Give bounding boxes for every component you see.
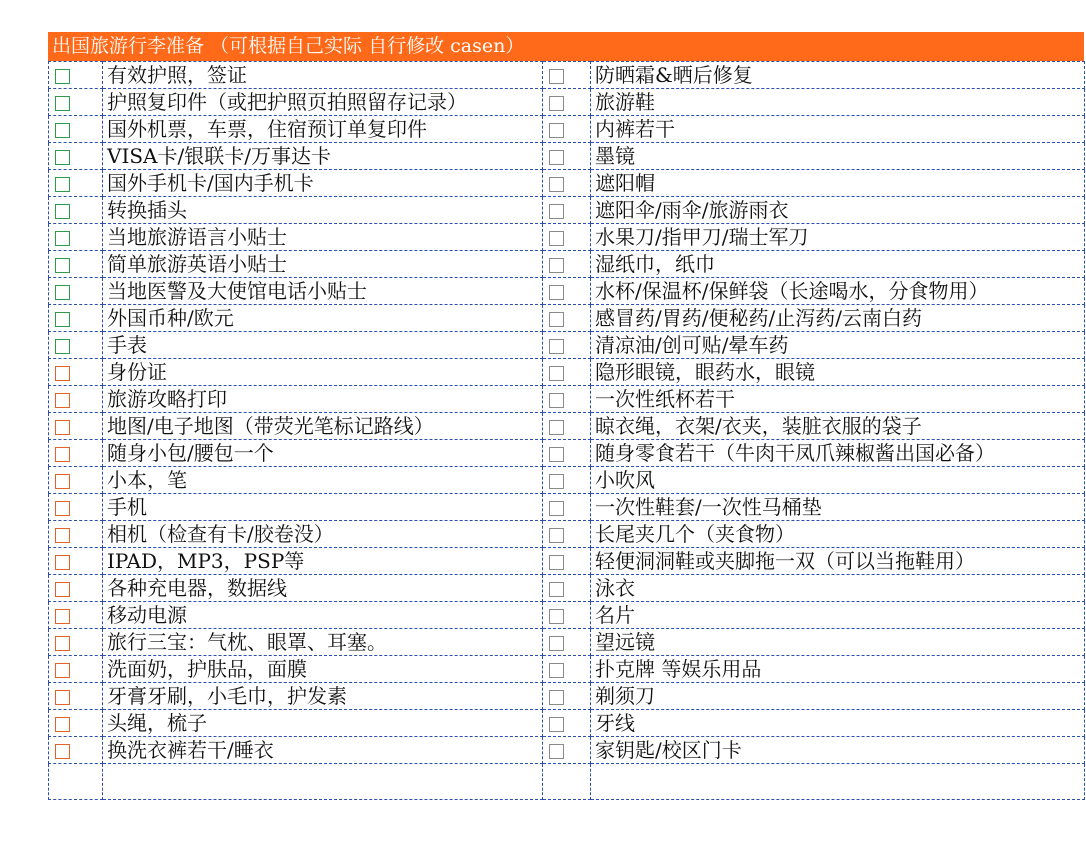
checkbox-left[interactable] [55, 555, 70, 570]
checkbox-right[interactable] [549, 150, 564, 165]
item-label-left: 随身小包/腰包一个 [103, 440, 543, 467]
checkbox-cell-left [49, 305, 103, 332]
checkbox-cell-left [49, 602, 103, 629]
checklist-row [49, 116, 1085, 143]
item-label-right: 随身零食若干（牛肉干凤爪辣椒酱出国必备） [591, 440, 1085, 467]
checkbox-left[interactable] [55, 501, 70, 516]
checkbox-cell-left [49, 656, 103, 683]
item-label-right: 牙线 [591, 710, 1085, 737]
checkbox-right[interactable] [549, 177, 564, 192]
checkbox-right[interactable] [549, 663, 564, 678]
item-label-left: 国外手机卡/国内手机卡 [103, 170, 543, 197]
checkbox-cell-right [543, 332, 591, 359]
checkbox-cell-left [49, 278, 103, 305]
item-label-left: 国外机票，车票，住宿预订单复印件 [103, 116, 543, 143]
checkbox-cell-left [49, 224, 103, 251]
item-label-left: VISA卡/银联卡/万事达卡 [103, 143, 543, 170]
checkbox-left[interactable] [55, 366, 70, 381]
checkbox-right[interactable] [549, 339, 564, 354]
checkbox-cell-left [49, 386, 103, 413]
checkbox-cell-left [49, 332, 103, 359]
empty-cell[interactable] [543, 764, 591, 800]
checklist-sheet [48, 32, 1084, 800]
checkbox-left[interactable] [55, 285, 70, 300]
item-label-right: 小吹风 [591, 467, 1085, 494]
checkbox-right[interactable] [549, 393, 564, 408]
empty-cell[interactable] [49, 764, 103, 800]
checkbox-left[interactable] [55, 474, 70, 489]
checkbox-cell-right [543, 251, 591, 278]
item-label-right: 晾衣绳，衣架/衣夹，装脏衣服的袋子 [591, 413, 1085, 440]
checklist-row [49, 251, 1085, 278]
checkbox-cell-right [543, 683, 591, 710]
checkbox-right[interactable] [549, 555, 564, 570]
checkbox-cell-right [543, 737, 591, 764]
item-label-left: 头绳，梳子 [103, 710, 543, 737]
item-label-left: 旅行三宝：气枕、眼罩、耳塞。 [103, 629, 543, 656]
checklist-row [49, 413, 1085, 440]
checkbox-cell-left [49, 710, 103, 737]
checkbox-cell-right [543, 440, 591, 467]
checkbox-cell-right [543, 548, 591, 575]
checklist-table [48, 61, 1085, 800]
checklist-row [49, 602, 1085, 629]
checkbox-left[interactable] [55, 609, 70, 624]
checkbox-right[interactable] [549, 609, 564, 624]
checkbox-right[interactable] [549, 690, 564, 705]
checkbox-left[interactable] [55, 339, 70, 354]
checkbox-right[interactable] [549, 420, 564, 435]
item-label-left: 手表 [103, 332, 543, 359]
checkbox-left[interactable] [55, 744, 70, 759]
item-label-right: 旅游鞋 [591, 89, 1085, 116]
checkbox-cell-left [49, 494, 103, 521]
checkbox-cell-left [49, 548, 103, 575]
checkbox-right[interactable] [549, 123, 564, 138]
checklist-row [49, 170, 1085, 197]
checkbox-cell-left [49, 116, 103, 143]
checkbox-right[interactable] [549, 258, 564, 273]
checkbox-cell-right [543, 359, 591, 386]
checkbox-right[interactable] [549, 717, 564, 732]
checkbox-cell-left [49, 521, 103, 548]
checkbox-left[interactable] [55, 393, 70, 408]
checklist-row [49, 224, 1085, 251]
checklist-row [49, 305, 1085, 332]
item-label-right: 隐形眼镜，眼药水，眼镜 [591, 359, 1085, 386]
checkbox-cell-right [543, 197, 591, 224]
checklist-row [49, 629, 1085, 656]
item-label-right: 一次性纸杯若干 [591, 386, 1085, 413]
checkbox-right[interactable] [549, 474, 564, 489]
item-label-left: 地图/电子地图（带荧光笔标记路线） [103, 413, 543, 440]
checkbox-right[interactable] [549, 582, 564, 597]
checkbox-cell-left [49, 467, 103, 494]
checkbox-left[interactable] [55, 312, 70, 327]
checkbox-cell-left [49, 683, 103, 710]
checklist-row [49, 62, 1085, 89]
checkbox-cell-left [49, 629, 103, 656]
checkbox-right[interactable] [549, 96, 564, 111]
item-label-right: 泳衣 [591, 575, 1085, 602]
item-label-right: 感冒药/胃药/便秘药/止泻药/云南白药 [591, 305, 1085, 332]
item-label-right: 墨镜 [591, 143, 1085, 170]
item-label-left: 手机 [103, 494, 543, 521]
checkbox-cell-left [49, 89, 103, 116]
item-label-left: 换洗衣裤若干/睡衣 [103, 737, 543, 764]
checkbox-cell-left [49, 197, 103, 224]
checklist-row [49, 278, 1085, 305]
checkbox-cell-right [543, 467, 591, 494]
item-label-left: 各种充电器，数据线 [103, 575, 543, 602]
checkbox-cell-left [49, 737, 103, 764]
checkbox-cell-left [49, 251, 103, 278]
item-label-left: 当地旅游语言小贴士 [103, 224, 543, 251]
checklist-row [49, 386, 1085, 413]
item-label-left: 转换插头 [103, 197, 543, 224]
item-label-left: IPAD，MP3，PSP等 [103, 548, 543, 575]
checkbox-right[interactable] [549, 69, 564, 84]
checkbox-left[interactable] [55, 123, 70, 138]
item-label-right: 湿纸巾，纸巾 [591, 251, 1085, 278]
checkbox-left[interactable] [55, 204, 70, 219]
item-label-right: 防晒霜&晒后修复 [591, 62, 1085, 89]
item-label-right: 遮阳伞/雨伞/旅游雨衣 [591, 197, 1085, 224]
checkbox-cell-left [49, 359, 103, 386]
checkbox-right[interactable] [549, 636, 564, 651]
item-label-left: 洗面奶，护肤品，面膜 [103, 656, 543, 683]
checkbox-cell-left [49, 170, 103, 197]
empty-cell[interactable] [103, 764, 543, 800]
checkbox-cell-right [543, 629, 591, 656]
checkbox-left[interactable] [55, 717, 70, 732]
item-label-left: 相机（检查有卡/胶卷没） [103, 521, 543, 548]
item-label-right: 水杯/保温杯/保鲜袋（长途喝水，分食物用） [591, 278, 1085, 305]
checkbox-left[interactable] [55, 528, 70, 543]
checkbox-cell-left [49, 413, 103, 440]
checkbox-left[interactable] [55, 636, 70, 651]
checklist-row [49, 683, 1085, 710]
item-label-left: 外国币种/欧元 [103, 305, 543, 332]
item-label-right: 剃须刀 [591, 683, 1085, 710]
checkbox-cell-right [543, 386, 591, 413]
item-label-left: 小本，笔 [103, 467, 543, 494]
item-label-left: 身份证 [103, 359, 543, 386]
item-label-right: 家钥匙/校区门卡 [591, 737, 1085, 764]
checklist-row [49, 521, 1085, 548]
checklist-row [49, 359, 1085, 386]
checkbox-right[interactable] [549, 285, 564, 300]
item-label-right: 遮阳帽 [591, 170, 1085, 197]
empty-cell[interactable] [591, 764, 1085, 800]
checkbox-cell-left [49, 575, 103, 602]
checkbox-cell-right [543, 305, 591, 332]
checkbox-left[interactable] [55, 231, 70, 246]
item-label-right: 扑克牌 等娱乐用品 [591, 656, 1085, 683]
item-label-right: 清凉油/创可贴/晕车药 [591, 332, 1085, 359]
checkbox-right[interactable] [549, 366, 564, 381]
checkbox-cell-left [49, 143, 103, 170]
checkbox-cell-right [543, 413, 591, 440]
checklist-row [49, 467, 1085, 494]
checkbox-left[interactable] [55, 582, 70, 597]
empty-row [49, 764, 1085, 800]
checklist-row [49, 89, 1085, 116]
checkbox-right[interactable] [549, 528, 564, 543]
checkbox-cell-right [543, 710, 591, 737]
item-label-right: 内裤若干 [591, 116, 1085, 143]
checkbox-left[interactable] [55, 96, 70, 111]
item-label-left: 简单旅游英语小贴士 [103, 251, 543, 278]
checkbox-left[interactable] [55, 663, 70, 678]
checkbox-right[interactable] [549, 204, 564, 219]
checkbox-cell-left [49, 62, 103, 89]
item-label-left: 旅游攻略打印 [103, 386, 543, 413]
checklist-row [49, 332, 1085, 359]
checkbox-cell-right [543, 656, 591, 683]
checklist-row [49, 548, 1085, 575]
item-label-left: 移动电源 [103, 602, 543, 629]
checkbox-left[interactable] [55, 177, 70, 192]
checkbox-left[interactable] [55, 69, 70, 84]
checklist-row [49, 710, 1085, 737]
checkbox-cell-right [543, 116, 591, 143]
item-label-right: 一次性鞋套/一次性马桶垫 [591, 494, 1085, 521]
item-label-right: 水果刀/指甲刀/瑞士军刀 [591, 224, 1085, 251]
checkbox-cell-right [543, 521, 591, 548]
checkbox-right[interactable] [549, 744, 564, 759]
checkbox-cell-right [543, 602, 591, 629]
checkbox-cell-right [543, 224, 591, 251]
checkbox-right[interactable] [549, 231, 564, 246]
checkbox-right[interactable] [549, 501, 564, 516]
checklist-row [49, 737, 1085, 764]
checkbox-right[interactable] [549, 312, 564, 327]
checkbox-cell-right [543, 278, 591, 305]
item-label-left: 当地医警及大使馆电话小贴士 [103, 278, 543, 305]
checkbox-cell-right [543, 89, 591, 116]
checkbox-left[interactable] [55, 420, 70, 435]
checkbox-cell-right [543, 170, 591, 197]
checklist-row [49, 143, 1085, 170]
checkbox-cell-right [543, 494, 591, 521]
checkbox-right[interactable] [549, 447, 564, 462]
checkbox-cell-right [543, 575, 591, 602]
item-label-right: 长尾夹几个（夹食物） [591, 521, 1085, 548]
checklist-row [49, 440, 1085, 467]
item-label-left: 护照复印件（或把护照页拍照留存记录） [103, 89, 543, 116]
checkbox-left[interactable] [55, 150, 70, 165]
checkbox-cell-left [49, 440, 103, 467]
sheet-title: 出国旅游行李准备 （可根据自己实际 自行修改 casen） [48, 32, 1084, 61]
item-label-left: 有效护照，签证 [103, 62, 543, 89]
checkbox-left[interactable] [55, 258, 70, 273]
checkbox-cell-right [543, 62, 591, 89]
checklist-row [49, 575, 1085, 602]
item-label-right: 名片 [591, 602, 1085, 629]
checklist-row [49, 494, 1085, 521]
checklist-row [49, 197, 1085, 224]
item-label-right: 轻便洞洞鞋或夹脚拖一双（可以当拖鞋用） [591, 548, 1085, 575]
checkbox-left[interactable] [55, 447, 70, 462]
checklist-row [49, 656, 1085, 683]
checkbox-left[interactable] [55, 690, 70, 705]
checkbox-cell-right [543, 143, 591, 170]
item-label-right: 望远镜 [591, 629, 1085, 656]
item-label-left: 牙膏牙刷，小毛巾，护发素 [103, 683, 543, 710]
